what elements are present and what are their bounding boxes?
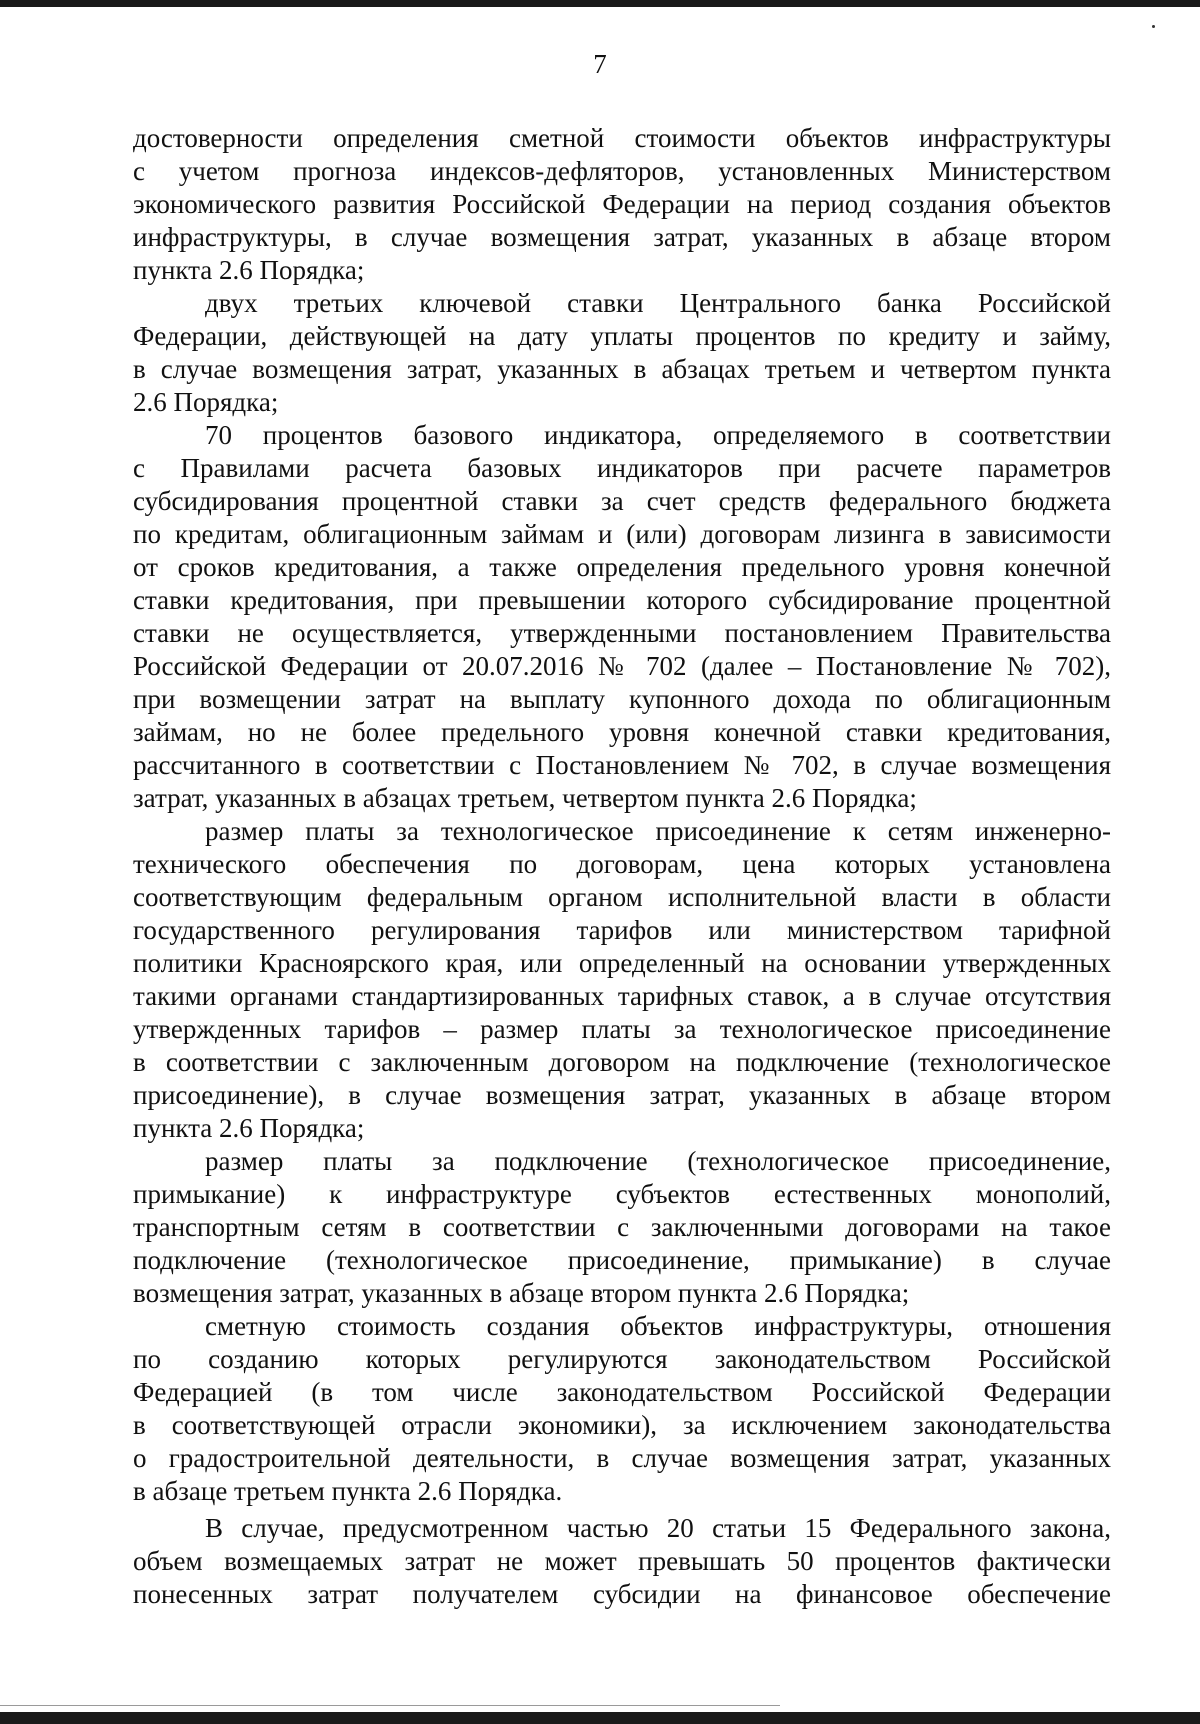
text-line: двух третьих ключевой ставки Центрального банка Российской: [205, 288, 1111, 318]
text-line: 70 процентов базового индикатора, определяемого в соответствии: [205, 420, 1111, 450]
text-line: о градостроительной деятельности, в случае возмещения затрат, указанных: [133, 1443, 1111, 1473]
scan-speck: [1152, 25, 1155, 28]
text-line: Федерацией (в том числе законодательством Российской Федерации: [133, 1377, 1111, 1407]
text-line: 2.6 Порядка;: [133, 387, 279, 417]
text-line: по кредитам, облигационным займам и (или) договорам лизинга в зависимости: [133, 519, 1111, 549]
text-line: достоверности определения сметной стоимости объектов инфраструктуры: [133, 123, 1111, 153]
text-line: технического обеспечения по договорам, цена которых установлена: [133, 849, 1111, 879]
text-line: субсидирования процентной ставки за счет средств федерального бюджета: [133, 486, 1111, 516]
text-line: присоединение), в случае возмещения затрат, указанных в абзаце втором: [133, 1080, 1111, 1110]
text-line: в соответствии с заключенным договором на подключение (технологическое: [133, 1047, 1111, 1077]
text-line: такими органами стандартизированных тарифных ставок, а в случае отсутствия: [133, 981, 1111, 1011]
text-line: в абзаце третьем пункта 2.6 Порядка.: [133, 1476, 563, 1506]
text-line: экономического развития Российской Федерации на период создания объектов: [133, 189, 1111, 219]
scan-top-border: [0, 0, 1200, 7]
text-line: примыкание) к инфраструктуре субъектов естественных монополий,: [133, 1179, 1111, 1209]
text-line: с учетом прогноза индексов-дефляторов, установленных Министерством: [133, 156, 1111, 186]
text-line: ставки не осуществляется, утвержденными постановлением Правительства: [133, 618, 1111, 648]
text-line: в случае возмещения затрат, указанных в абзацах третьем и четвертом пункта: [133, 354, 1111, 384]
scan-bottom-border: [0, 1712, 1200, 1724]
text-line: соответствующим федеральным органом исполнительной власти в области: [133, 882, 1111, 912]
text-line: пункта 2.6 Порядка;: [133, 255, 365, 285]
text-line: рассчитанного в соответствии с Постановлением № 702, в случае возмещения: [133, 750, 1111, 780]
text-line: Российской Федерации от 20.07.2016 № 702 (далее – Постановление № 702),: [133, 651, 1111, 681]
text-line: ставки кредитования, при превышении которого субсидирование процентной: [133, 585, 1111, 615]
paragraph-connection-fee: [133, 815, 1111, 1145]
text-line: подключение (технологическое присоединение, примыкание) в случае: [133, 1245, 1111, 1275]
text-line: государственного регулирования тарифов или министерством тарифной: [133, 915, 1111, 945]
text-line: инфраструктуры, в случае возмещения затрат, указанных в абзаце втором: [133, 222, 1111, 252]
paragraph-monopoly-connection: [133, 1145, 1111, 1310]
text-line: Федерации, действующей на дату уплаты процентов по кредиту и займу,: [133, 321, 1111, 351]
paragraph-reimbursement-limit: [133, 1512, 1111, 1611]
paragraph-key-rate: [133, 287, 1111, 419]
document-body: [133, 122, 1111, 1611]
scan-bottom-line: [0, 1705, 780, 1706]
text-line: сметную стоимость создания объектов инфраструктуры, отношения: [205, 1311, 1111, 1341]
text-line: пункта 2.6 Порядка;: [133, 1113, 365, 1143]
text-line: транспортным сетям в соответствии с заключенными договорами на такое: [133, 1212, 1111, 1242]
paragraph-indexes: [133, 122, 1111, 287]
text-line: по созданию которых регулируются законодательством Российской: [133, 1344, 1111, 1374]
text-line: займам, но не более предельного уровня конечной ставки кредитования,: [133, 717, 1111, 747]
text-line: возмещения затрат, указанных в абзаце втором пункта 2.6 Порядка;: [133, 1278, 910, 1308]
paragraph-base-indicator: [133, 419, 1111, 815]
paragraph-estimated-cost: [133, 1310, 1111, 1508]
text-line: от сроков кредитования, а также определения предельного уровня конечной: [133, 552, 1111, 582]
text-line: с Правилами расчета базовых индикаторов при расчете параметров: [133, 453, 1111, 483]
text-line: объем возмещаемых затрат не может превышать 50 процентов фактически: [133, 1546, 1111, 1576]
text-line: В случае, предусмотренном частью 20 статьи 15 Федерального закона,: [205, 1513, 1111, 1543]
page-number: 7: [593, 49, 607, 79]
text-line: при возмещении затрат на выплату купонного дохода по облигационным: [133, 684, 1111, 714]
text-line: в соответствующей отрасли экономики), за исключением законодательства: [133, 1410, 1111, 1440]
text-line: утвержденных тарифов – размер платы за технологическое присоединение: [133, 1014, 1111, 1044]
text-line: размер платы за технологическое присоединение к сетям инженерно-: [205, 816, 1111, 846]
text-line: затрат, указанных в абзацах третьем, четвертом пункта 2.6 Порядка;: [133, 783, 917, 813]
text-line: политики Красноярского края, или определенный на основании утвержденных: [133, 948, 1111, 978]
text-line: понесенных затрат получателем субсидии на финансовое обеспечение: [133, 1579, 1111, 1609]
text-line: размер платы за подключение (технологическое присоединение,: [205, 1146, 1111, 1176]
